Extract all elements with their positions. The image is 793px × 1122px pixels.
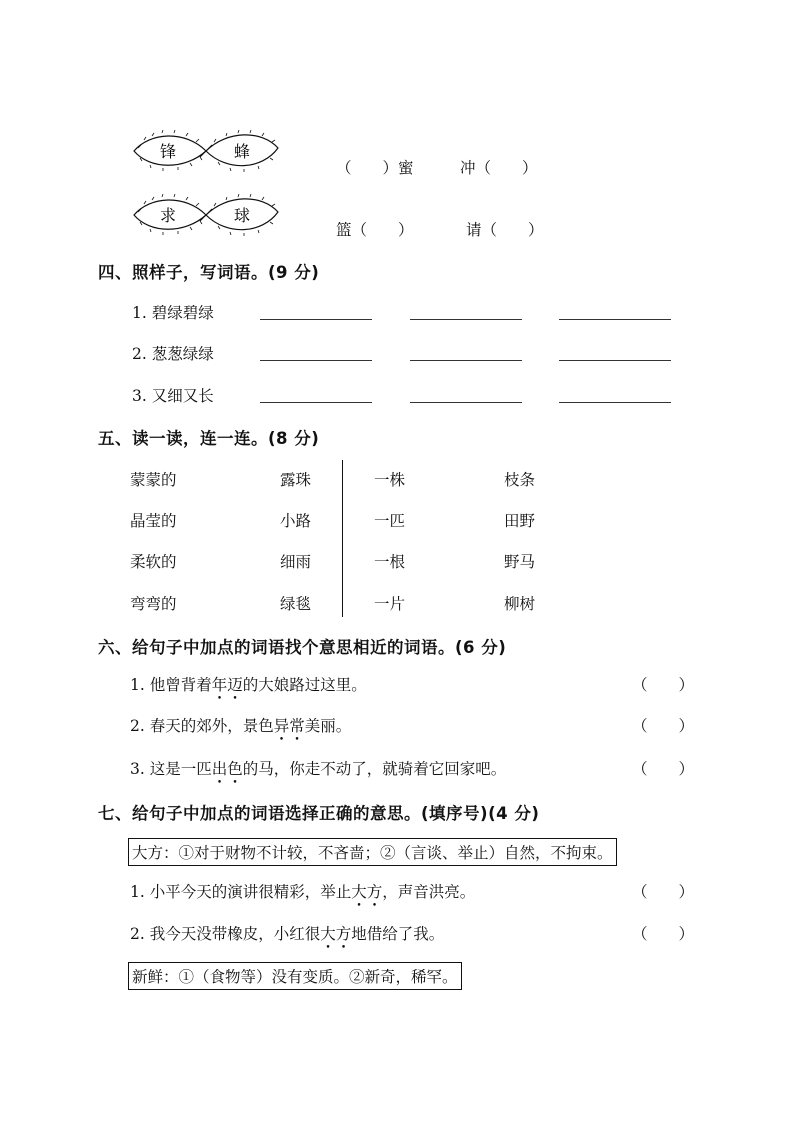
sentence-text: 2. 春天的郊外，景色 (130, 717, 274, 735)
sentence-text: 2. 我今天没带橡皮，小红很 (130, 925, 321, 943)
blank-lan[interactable]: 篮（ ） (336, 221, 414, 239)
s5-left-4: 弯弯的 (130, 595, 177, 613)
answer-paren[interactable]: （ ） (632, 717, 695, 735)
s5-left-2: 晶莹的 (130, 512, 177, 530)
column-divider (342, 460, 343, 617)
sentence-text: 1. 他曾背着 (130, 676, 212, 694)
blank-chong[interactable]: 冲（ ） (460, 159, 538, 177)
s4-item-3: 3. 又细又长 (132, 387, 214, 405)
dotted-char: 年 (211, 676, 228, 694)
leaf-char-right: 蜂 (234, 142, 251, 161)
dotted-char: 色 (227, 760, 243, 778)
definition-box-1: 大方：①对于财物不计较，不吝啬；②（言谈、举止）自然，不拘束。 (128, 838, 617, 866)
answer-line[interactable] (559, 402, 671, 403)
s5-left-3: 柔软的 (130, 553, 177, 571)
s5-mid-2: 小路 (280, 512, 312, 530)
definition-box-2: 新鲜：①（食物等）没有变质。②新奇，稀罕。 (128, 962, 462, 990)
s7-sentence-2 (130, 922, 444, 944)
leaf-pair-2 (130, 192, 282, 238)
leaf-pair-1 (130, 128, 282, 174)
s5-right-4: 一片 (374, 595, 406, 613)
sentence-text: ，声音洪亮。 (382, 883, 476, 901)
s6-sentence-3 (130, 757, 506, 779)
dotted-char: 出 (211, 760, 228, 778)
s5-far-3: 野马 (504, 553, 536, 571)
answer-line[interactable] (410, 360, 522, 361)
s4-item-2: 2. 葱葱绿绿 (132, 345, 214, 363)
sentence-text: 美丽。 (304, 717, 352, 735)
s5-mid-1: 露珠 (280, 471, 312, 489)
dotted-char: 迈 (227, 676, 243, 694)
s7-sentence-1 (130, 880, 475, 902)
answer-line[interactable] (260, 402, 372, 403)
answer-line[interactable] (559, 360, 671, 361)
s5-far-4: 柳树 (504, 595, 536, 613)
dotted-char: 常 (289, 717, 305, 735)
answer-line[interactable] (410, 402, 522, 403)
answer-paren[interactable]: （ ） (632, 760, 695, 778)
s5-mid-4: 绿毯 (280, 595, 312, 613)
section7-title: 七、给句子中加点的词语选择正确的意思。(填序号)(4 分) (98, 804, 540, 823)
section4-title: 四、照样子，写词语。(9 分) (98, 263, 320, 282)
s5-far-2: 田野 (504, 512, 536, 530)
leaf-char-left: 锋 (160, 142, 177, 161)
s5-left-1: 蒙蒙的 (130, 471, 177, 489)
blank-mi[interactable]: （ ）蜜 (336, 159, 414, 177)
answer-line[interactable] (260, 360, 372, 361)
s6-sentence-1 (130, 673, 367, 695)
answer-paren[interactable]: （ ） (632, 676, 695, 694)
dotted-char: 大 (351, 883, 367, 901)
answer-paren[interactable]: （ ） (632, 925, 695, 943)
dotted-char: 异 (273, 717, 290, 735)
answer-line[interactable] (559, 319, 671, 320)
sentence-text: 1. 小平今天的演讲很精彩，举止 (130, 883, 352, 901)
dotted-char: 大 (320, 925, 336, 943)
answer-paren[interactable]: （ ） (632, 883, 695, 901)
sentence-text: 的马，你走不动了，就骑着它回家吧。 (242, 760, 507, 778)
s5-right-2: 一匹 (374, 512, 406, 530)
sentence-text: 的大娘路过这里。 (242, 676, 367, 694)
sentence-text: 地借给了我。 (351, 925, 445, 943)
s5-far-1: 枝条 (504, 471, 536, 489)
section6-title: 六、给句子中加点的词语找个意思相近的词语。(6 分) (98, 638, 507, 657)
dotted-char: 方 (366, 883, 383, 901)
blank-qing[interactable]: 请（ ） (466, 221, 544, 239)
s5-mid-3: 细雨 (280, 553, 312, 571)
s4-item-1: 1. 碧绿碧绿 (132, 304, 214, 322)
leaf-char-left: 求 (160, 206, 177, 225)
dotted-char: 方 (335, 925, 352, 943)
s5-right-1: 一株 (374, 471, 406, 489)
leaf-char-right: 球 (234, 206, 251, 225)
answer-line[interactable] (260, 319, 372, 320)
answer-line[interactable] (410, 319, 522, 320)
s6-sentence-2 (130, 714, 351, 736)
sentence-text: 3. 这是一匹 (130, 760, 212, 778)
s5-right-3: 一根 (374, 553, 406, 571)
section5-title: 五、读一读，连一连。(8 分) (98, 429, 320, 448)
